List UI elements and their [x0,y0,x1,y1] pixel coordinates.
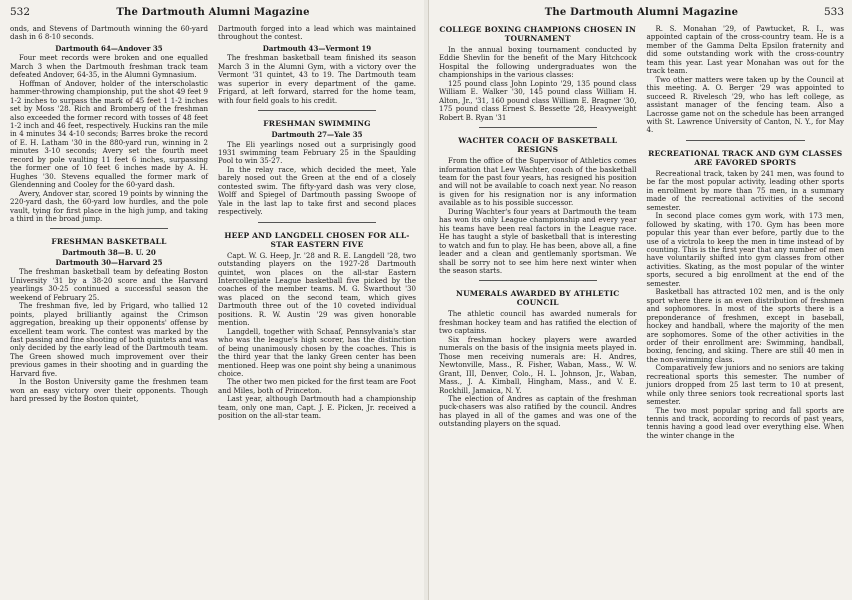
subheading: Dartmouth 38—B. U. 20 [62,248,156,258]
paragraph: The other two men picked for the first team are Foot and Miles, both of Princeton. [218,377,416,395]
paragraph: In second place comes gym work, with 173 men, followed by skating, with 170. Gym has been more popular this year than ever before, partly due to the use of a victrola to keep the men in time instead of by counting. This is the first year that any number of men have voluntarily shifted into gym classes from other activities. Skating, as the most popular of the winter sports, secured a big enrollment at the end of the semester. [646,211,844,288]
paragraph: Avery, Andover star, scored 19 points by winning the 220-yard dash, the 60-yard low hurdles, and the pole vault, tying for first place in the high jump, and taking a third in the broad jump. [10,188,208,223]
paragraph: Capt. W. G. Heep, Jr. '28 and R. E. Langdell '28, two outstanding players on the 1927-28 Dartmouth quintet, won places on the all-star Eastern Intercollegiate League basketball five picked by the coaches of the member teams. M. G. Swarthout '30 was placed on the second team, which gives Dartmouth three out of the 10 coveted individual positions. R. W. Austin '29 was given honorable mention. [218,250,416,328]
divider [686,140,805,141]
paragraph: R. S. Monahan '29, of Pawtucket, R. I., was appointed captain of the cross-country team. He is a member of the Gamma Delta Epsilon fraternity and did some outstanding work with the cross-country team this year. Last year Monahan was out for the track team. [646,24,844,76]
running-head: The Dartmouth Alumni Magazine [116,7,310,18]
paragraph: From the office of the Supervisor of Athletics comes information that Lew Wachter, coach of the basketball team for the past four years, has resigned his position and will not be available to coach next year. No reason is given for his resignation nor is any information available as to his possible successor. [439,156,637,208]
right-page [428,0,852,600]
subheading: Dartmouth 27—Yale 35 [271,130,363,140]
right-column-2 [647,25,845,440]
paragraph: In the annual boxing tournament conducted by Eddie Shevlin for the benefit of the Mary Hitchcock Hospital the following undergraduates won the championships in the various classes: [439,45,637,80]
paragraph: The freshman basketball team by defeating Boston University '31 by a 38-20 score and the Harvard yearlings 30-25 continued a successful season the weekend of February 25. [10,267,208,302]
paragraph: In the relay race, which decided the meet, Yale barely nosed out the Green at the end of a closely contested swim. The fifty-yard dash was very close, Wolff and Spiegel of Dartmouth passing Swoope of Yale in the last lap to take first and second places respectively. [218,164,416,217]
paragraph: Recreational track, taken by 241 men, was found to be far the most popular activity, leading other sports in enrollment by more than 75 men, in a summary made of the recreational activities of the second semester. [646,168,844,212]
paragraph: The freshman basketball team finished its season March 3 in the Alumni Gym, with a victory over the Vermont '31 quintet, 43 to 19. The Dartmouth team was superior in every department of the game. Frigard, at left forward, starred for the home team, with four field goals to his credit. [218,53,416,105]
paragraph: Hoffman of Andover, holder of the interscholastic hammer-throwing championship, put the shot 49 feet 9 1-2 inches to surpass the mark of 45 feet 1 1-2 inches set by Moss '28. Rich and Bromberg of the freshman also exceeded the former record with tosses of 48 feet 1-2 inch and 46 feet, respectively. Huckins ran the mile in 4 minutes 34 4-10 seconds; Barres broke the record of E. H. Latham '30 in the 880-yard run, winning in 2 minutes 3-10 seconds; Avery set the fourth meet record by pole vaulting 11 feet 6 inches, surpassing the former one of 10 feet 6 inches made by A. H. Hughes '30. Stevens equalled the former mark of Glendenning and Cooley for the 60-yard dash. [10,78,208,190]
section-heading: NUMERALS AWARDED BY ATHLETIC COUNCIL [456,289,620,308]
divider [258,110,377,111]
section-heading: COLLEGE BOXING CHAMPIONS CHOSEN IN TOURNAMENT [439,25,637,43]
left-column-2 [218,25,416,421]
paragraph: 125 pound class John Lopinto '29, 135 pound class William E. Walker '30, 145 pound class William H. Alton, Jr., '31, 160 pound class William E. Bragner '30, 175 pound class Ernest S. Bessette '28, Heavyweight Robert B. Ryan '31 [439,78,637,122]
paragraph: Basketball has attracted 102 men, and is the only sport where there is an even distribution of freshmen and sophomores. In most of the sports there is a preponderance of freshmen, except in baseball, hockey and handball, where the majority of the men are sophomores. Some of the other activities in the order of their enrollment are: Swimming, handball, boxing, fencing, and skiing. There are still 40 men in the non-swimming class. [646,287,844,364]
paragraph: Dartmouth forged into a lead which was maintained throughout the contest. [218,24,416,42]
divider [258,222,377,223]
section-heading: FRESHMAN SWIMMING [263,119,371,129]
paragraph: Comparatively few juniors and no seniors are taking recreational sports this semester. The number of juniors dropped from 25 last term to 10 at present, while only three seniors took recreational sports last semester. [646,363,844,407]
paragraph: Six freshman hockey players were awarded numerals on the basis of the insignia meets played in. Those men receiving numerals are: H. Andres, Newtonville, Mass., R. Fisher, Waban, Mass., W. W. Grant, III, Denver, Colo., H. L. Johnson, Jr., Waban, Mass., J. A. Kimball, Hingham, Mass., and V. E. Rockhill, Jamaica, N. Y. [439,334,637,395]
left-page [0,0,424,600]
paragraph: Langdell, together with Schaaf, Pennsylvania's star who was the league's high scorer, has the distinction of being unanimously chosen by the coaches. This is the third year that the lanky Green center has been mentioned. Heep was one point shy being a unanimous choice. [218,326,416,378]
paragraph: Two other matters were taken up by the Council at this meeting. A. O. Berger '29 was appointed to succeed R. Rivelesch '29, who has left college, as assistant manager of the fencing team. Also a Lacrosse game not on the schedule has been arranged with St. Lawrence University of Canton, N. Y., for May 4. [646,74,844,135]
paragraph: The athletic council has awarded numerals for freshman hockey team and has ratified the election of two captains. [439,309,637,336]
paragraph: During Wachter's four years at Dartmouth the team has won its only League championship and every year his teams have been real factors in the League race. He has taught a style of basketball that is interesting to watch and fun to play. He has been, above all, a fine leader and a clean and gentlemanly sportsman. We shall be sorry not to see him here next winter when the season starts. [439,206,637,275]
section-heading: HEEP AND LANGDELL CHOSEN FOR ALL-STAR EASTERN FIVE [224,230,410,249]
divider [479,127,598,128]
divider [50,228,169,229]
paragraph: The two most popular spring and fall sports are tennis and track, according to records of past years, tennis having a good lead over everything else. When the winter change in the [646,405,844,440]
paragraph: In the Boston University game the freshmen team won an easy victory over their opponents. Though hard pressed by the Boston quintet, [10,377,208,404]
section-heading: RECREATIONAL TRACK AND GYM CLASSES ARE FAVORED SPORTS [648,148,843,167]
left-column-1 [10,25,208,421]
page-header [439,6,844,20]
page-header [10,6,416,20]
paragraph: Four meet records were broken and one equalled March 3 when the Dartmouth freshman track team defeated Andover, 64-35, in the Alumni Gymnasium. [10,53,208,80]
subheading: Dartmouth 64—Andover 35 [55,43,163,53]
subheading: Dartmouth 43—Vermont 19 [262,43,372,53]
page-number: 533 [823,6,844,18]
divider [479,280,598,281]
paragraph: The Eli yearlings nosed out a surprisingly good 1931 swimming team February 25 in the Spaulding Pool to win 35-27. [218,139,416,166]
section-heading: WACHTER COACH OF BASKETBALL RESIGNS [458,136,618,155]
page-number: 532 [10,6,31,18]
paragraph: The freshman five, led by Frigard, who tallied 12 points, played brilliantly against the Crimson aggregation, breaking up their opponents' offense by excellent team work. The contest was marked by the fast passing and fine shooting of both quintets and was only decided by the early lead of the Dartmouth team. The Green showed much improvement over their previous games in their shooting and in guarding the Harvard five. [10,301,208,378]
subheading: Dartmouth 30—Harvard 25 [55,257,163,267]
running-head: The Dartmouth Alumni Magazine [544,7,739,18]
section-heading: FRESHMAN BASKETBALL [51,237,167,247]
paragraph: Last year, although Dartmouth had a championship team, only one man, Capt. J. E. Picken, Jr. received a position on the all-star team. [218,394,416,421]
paragraph: The election of Andres as captain of the freshman puck-chasers was also ratified by the council. Andres has played in all of the games and was one of the outstanding players on the squad. [439,393,637,429]
right-column-1 [439,25,637,440]
paragraph: onds, and Stevens of Dartmouth winning the 60-yard dash in 6 8-10 seconds. [10,24,208,42]
